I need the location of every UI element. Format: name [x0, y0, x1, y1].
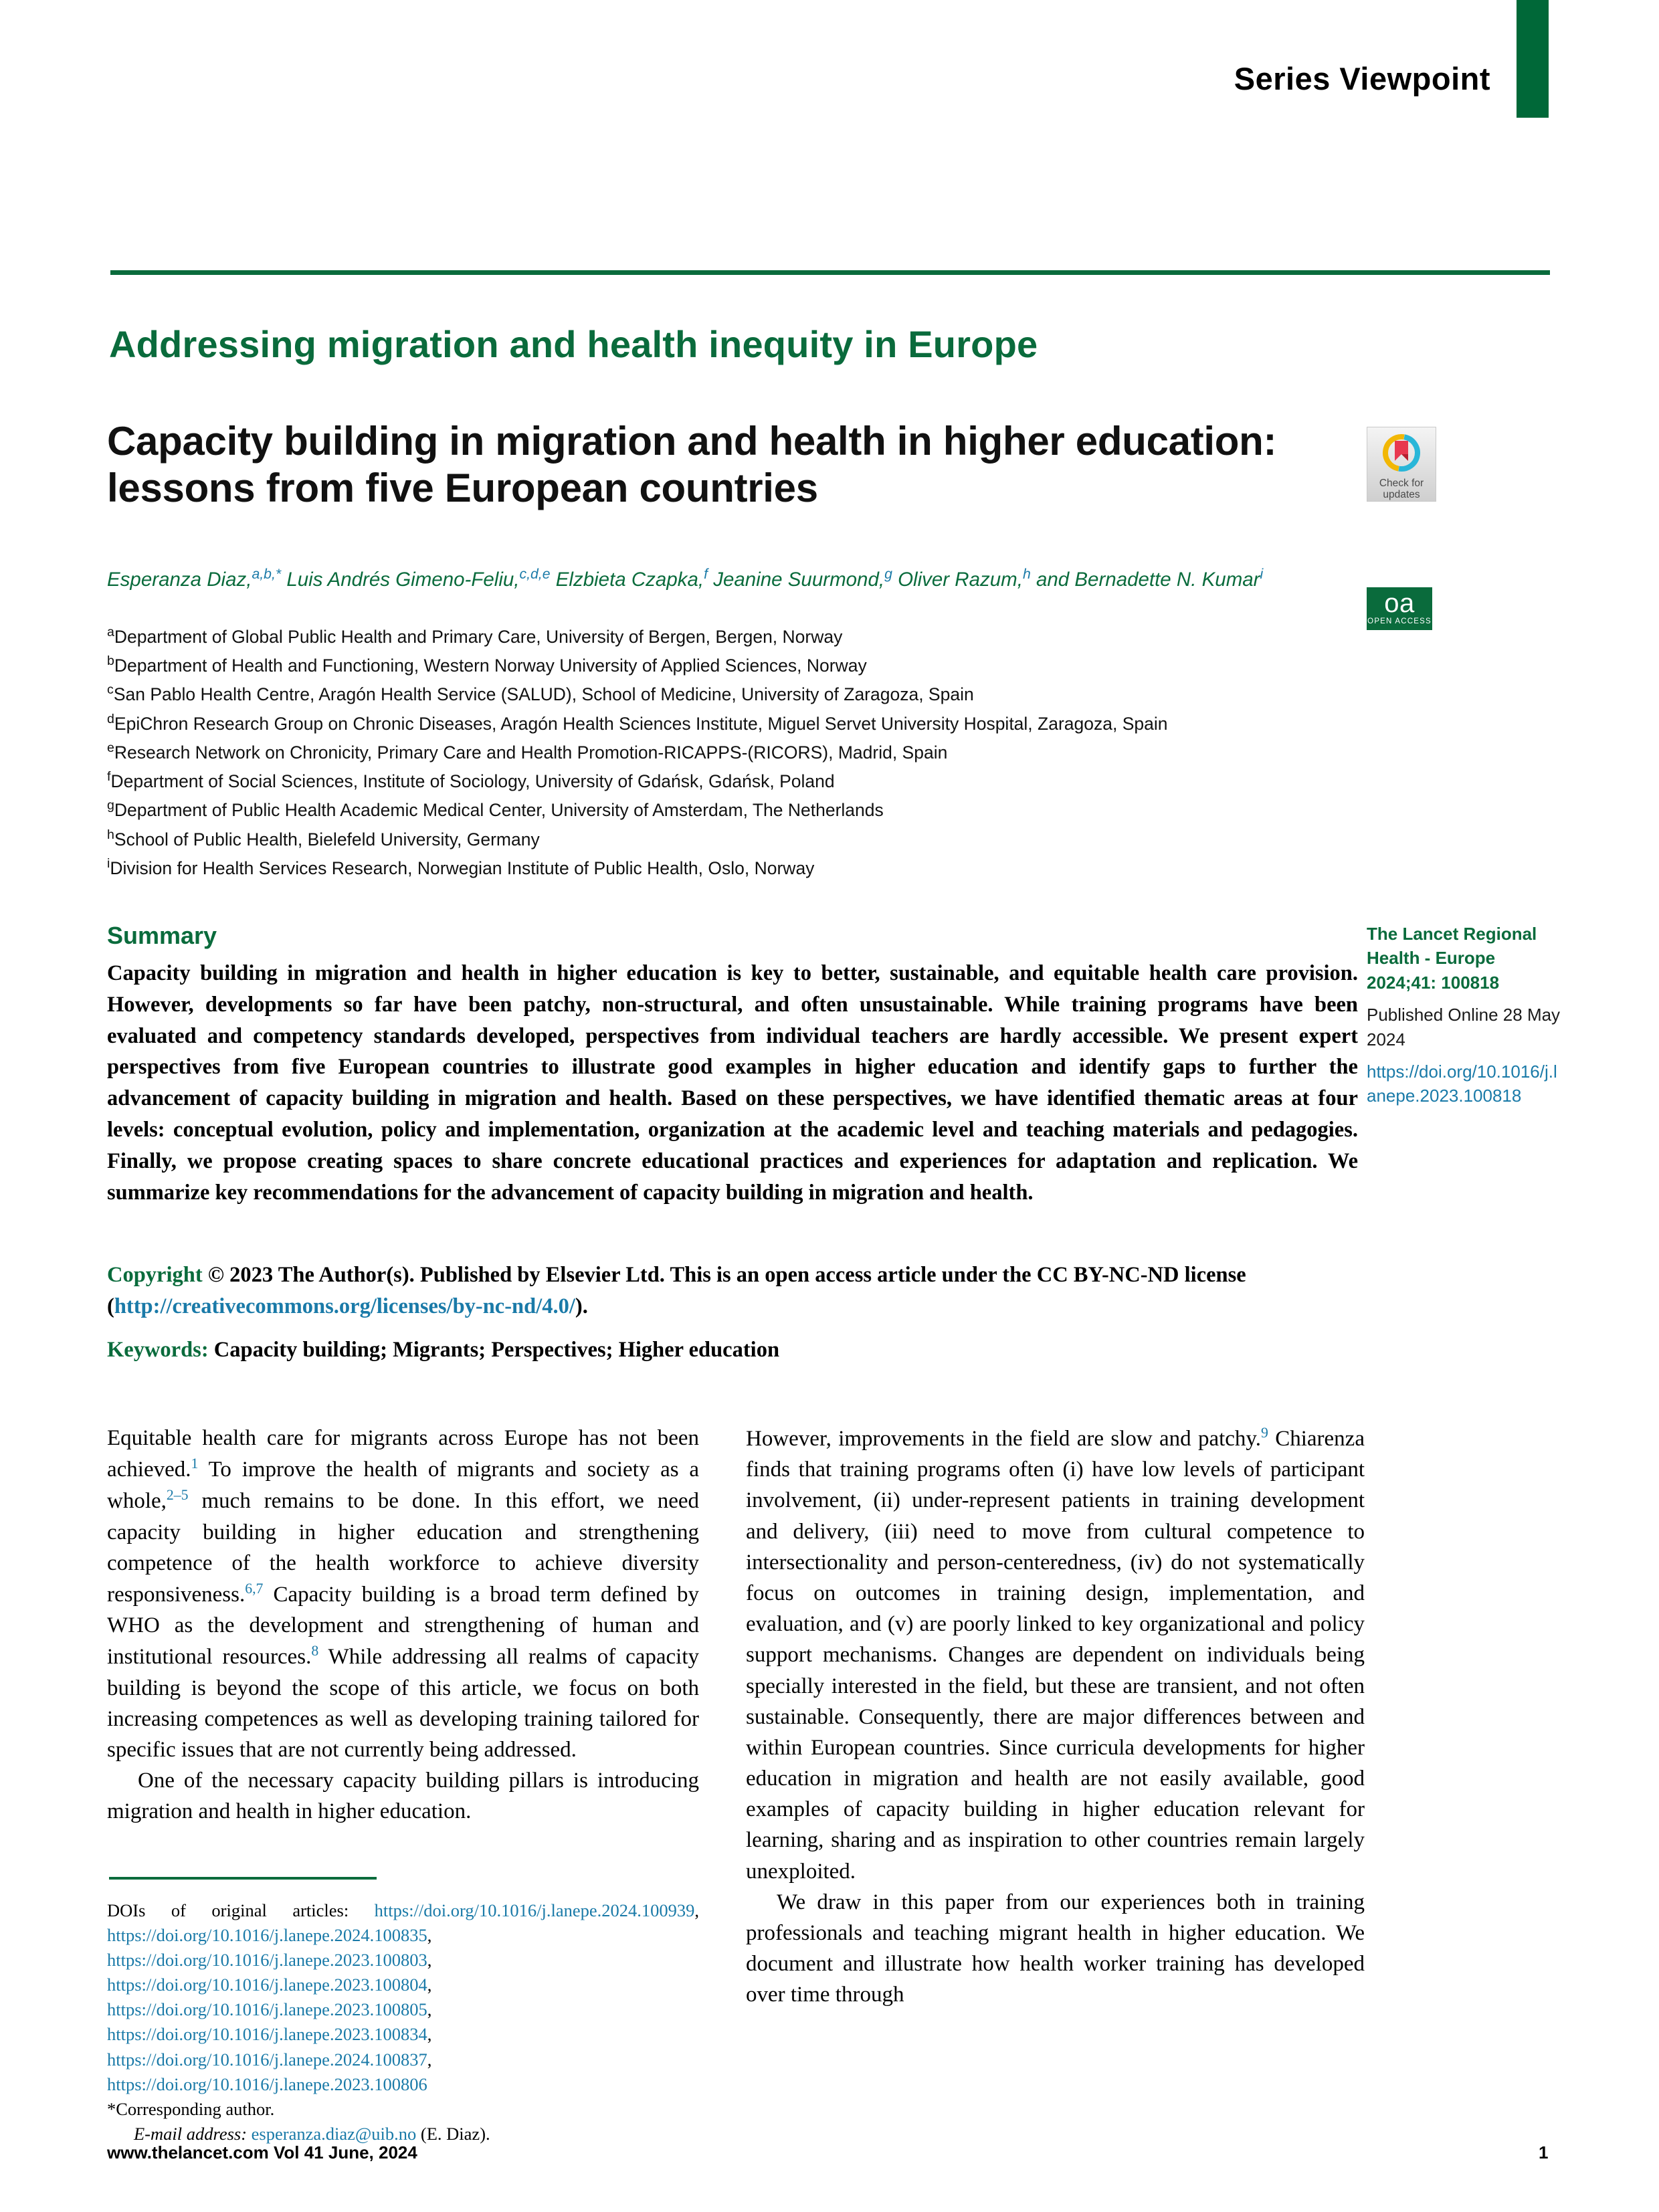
copyright-text-tail: ). — [575, 1294, 588, 1318]
footnote-block — [107, 1898, 699, 2146]
open-access-badge — [1367, 587, 1432, 630]
crossmark-icon — [1367, 432, 1436, 477]
body-column-right — [746, 1423, 1365, 2011]
journal-reference-block — [1367, 922, 1561, 1108]
corresponding-author-note: *Corresponding author. — [107, 2098, 275, 2119]
affiliation-text: School of Public Health, Bielefeld University, Germany — [114, 829, 540, 849]
author-name: Oliver Razum, — [898, 568, 1023, 591]
citation-ref[interactable]: 1 — [191, 1455, 199, 1472]
keywords-line — [107, 1338, 1358, 1363]
published-online-date: Published Online 28 May 2024 — [1367, 1005, 1561, 1049]
citation-ref[interactable]: 6,7 — [245, 1580, 264, 1597]
oa-full-label: OPEN ACCESS — [1367, 617, 1432, 625]
affiliation-mark: h — [107, 827, 114, 842]
affiliation-mark: i — [107, 856, 110, 871]
original-article-doi-link[interactable]: https://doi.org/10.1016/j.lanepe.2024.100837 — [107, 2049, 427, 2070]
summary-heading: Summary — [107, 922, 217, 949]
check-for-updates-badge[interactable] — [1367, 427, 1436, 502]
series-type-label: Series Viewpoint — [1234, 61, 1490, 96]
body-column-left — [107, 1423, 699, 1827]
dois-of-original-articles: DOIs of original articles: https://doi.org/10.1016/j.lanepe.2024.100939, https://doi.org/10.1016/j.lanepe.2024.100835, https://doi.org/10.1016/j.lanepe.2023.100803, https://doi.org/10.1016/j.lanepe.2023.100804, https://doi.org/10.1016/j.lanepe.2023.100805, https://doi.org/10.1016/j.lanepe.2023.100834, https://doi.org/10.1016/j.lanepe.2024.100837, https://doi.org/10.1016/j.lanepe.2023.100806 — [107, 1900, 699, 2094]
affiliation-text: Division for Health Services Research, Norwegian Institute of Public Health, Oslo, Norway — [110, 858, 815, 878]
article-title: Capacity building in migration and health in higher education: lessons from five European countries — [107, 419, 1277, 510]
series-title: Addressing migration and health inequity in Europe — [109, 323, 1038, 365]
author-name: Luis Andrés Gimeno-Feliu, — [286, 568, 520, 591]
original-article-doi-link[interactable]: https://doi.org/10.1016/j.lanepe.2023.100803 — [107, 1950, 427, 1971]
affiliation-item — [107, 767, 1391, 795]
affiliation-text: Research Network on Chronicity, Primary Care and Health Promotion-RICAPPS-(RICORS), Madrid, Spain — [114, 742, 948, 763]
affiliation-mark: b — [107, 653, 114, 669]
affiliation-item — [107, 680, 1391, 708]
author-affiliation-mark: i — [1260, 566, 1264, 582]
affiliation-text: Department of Public Health Academic Medical Center, University of Amsterdam, The Netherlands — [114, 800, 884, 821]
author-name: Esperanza Diaz, — [107, 568, 252, 591]
author-name: Jeanine Suurmond, — [713, 568, 885, 591]
author-affiliation-mark: g — [884, 566, 892, 582]
body-paragraph: We draw in this paper from our experiences both in training professionals and teaching migrant health in higher education. We document and illustrate how health worker training has developed over time through — [746, 1890, 1365, 2007]
author-affiliation-mark: a,b,* — [252, 566, 282, 582]
affiliation-mark: c — [107, 682, 114, 698]
original-article-doi-link[interactable]: https://doi.org/10.1016/j.lanepe.2024.100835 — [107, 1925, 427, 1946]
original-article-doi-link[interactable]: https://doi.org/10.1016/j.lanepe.2023.100834 — [107, 2024, 427, 2045]
citation-ref[interactable]: 8 — [311, 1643, 319, 1660]
copyright-text: © 2023 The Author(s). Published by Elsevier Ltd. This is an open access article under the CC BY-NC-ND license ( — [107, 1263, 1246, 1318]
original-article-doi-link[interactable]: https://doi.org/10.1016/j.lanepe.2023.100806 — [107, 2074, 427, 2094]
body-paragraph: One of the necessary capacity building pillars is introducing migration and health in higher education. — [107, 1769, 699, 1824]
affiliation-mark: g — [107, 798, 114, 813]
affiliation-item — [107, 825, 1391, 853]
author-name: and Bernadette N. Kumar — [1036, 568, 1260, 591]
email-owner: (E. Diaz). — [416, 2123, 490, 2144]
keywords-label: Keywords: — [107, 1338, 209, 1362]
oa-abbrev: oa — [1384, 589, 1415, 618]
affiliation-item — [107, 853, 1391, 882]
check-updates-line1: Check for — [1379, 478, 1424, 489]
corresponding-email-link[interactable]: esperanza.diaz@uib.no — [251, 2123, 417, 2144]
affiliation-text: EpiChron Research Group on Chronic Diseases, Aragón Health Sciences Institute, Miguel Servet University Hospital, Zaragoza, Spain — [114, 713, 1168, 734]
affiliation-mark: d — [107, 711, 114, 726]
keywords-value: Capacity building; Migrants; Perspectives; Higher education — [213, 1338, 780, 1362]
original-article-doi-link[interactable]: https://doi.org/10.1016/j.lanepe.2023.100805 — [107, 1999, 427, 2020]
author-name: Elzbieta Czapka, — [555, 568, 704, 591]
license-link[interactable]: http://creativecommons.org/licenses/by-nc-nd/4.0/ — [114, 1294, 575, 1318]
affiliation-text: Department of Health and Functioning, Western Norway University of Applied Sciences, Norway — [114, 656, 867, 676]
summary-body: Capacity building in migration and health in higher education is key to better, sustainable, and equitable health care provision. However, developments so far have been patchy, non-structural, and often unsustainable. While training programs have been evaluated and competency standards developed, perspectives from individual teachers are hardly accessible. We present expert perspectives from five European countries to illustrate good examples in higher education and identify gaps to further the advancement of capacity building in migration and health. Based on these perspectives, we have identified thematic areas at four levels: conceptual evolution, policy and implementation, organization at the academic level and teaching materials and pedagogies. Finally, we propose creating spaces to share concrete educational practices and experiences for adaptation and replication. We summarize key recommendations for the advancement of capacity building in migration and health. — [107, 961, 1358, 1205]
affiliation-item — [107, 709, 1391, 738]
affiliation-item — [107, 622, 1391, 651]
original-article-doi-link[interactable]: https://doi.org/10.1016/j.lanepe.2024.100939 — [374, 1900, 695, 1920]
footer-page-number: 1 — [1539, 2142, 1549, 2163]
citation-ref[interactable]: 9 — [1261, 1425, 1268, 1441]
affiliation-text: Department of Social Sciences, Institute of Sociology, University of Gdańsk, Gdańsk, Poland — [110, 771, 835, 791]
affiliation-mark: e — [107, 740, 114, 755]
header-divider-rule — [110, 270, 1550, 275]
citation-ref[interactable]: 2–5 — [166, 1487, 189, 1504]
affiliation-text: Department of Global Public Health and Primary Care, University of Bergen, Bergen, Norway — [114, 626, 843, 647]
header-accent-bar — [1517, 0, 1549, 118]
affiliation-list — [107, 622, 1391, 882]
copyright-label: Copyright — [107, 1263, 208, 1287]
affiliation-mark: f — [107, 769, 111, 785]
email-label: E-mail address: — [134, 2123, 252, 2144]
author-affiliation-mark: c,d,e — [519, 566, 551, 582]
copyright-statement — [107, 1260, 1358, 1322]
article-doi-link[interactable]: https://doi.org/10.1016/j.lanepe.2023.100818 — [1367, 1061, 1557, 1106]
author-affiliation-mark: h — [1022, 566, 1031, 582]
footer-source-line: www.thelancet.com Vol 41 June, 2024 — [107, 2142, 417, 2163]
body-paragraph: Equitable health care for migrants across Europe has not been achieved.$^1$ To improve the health of migrants and society as a whole,$^{2-5}$ much remains to be done. In this effort, we need capacity building in higher education and strengthening competence of the health workforce to achieve diversity responsiveness.$^{6,7}$ Capacity building is a broad term defined by WHO as the development and strengthening of human and institutional resources.$^8$ While addressing all realms of capacity building is beyond the scope of this article, we focus on both increasing competences as well as developing training tailored for specific issues that are not currently being addressed. — [107, 1426, 699, 1762]
author-list — [107, 565, 1378, 593]
author-affiliation-mark: f — [704, 566, 708, 582]
footnote-divider-rule — [109, 1877, 377, 1880]
affiliation-item — [107, 795, 1391, 824]
dois-label: DOIs of original articles: — [107, 1900, 375, 1920]
journal-citation: The Lancet Regional Health - Europe 2024;41: 100818 — [1367, 924, 1537, 993]
original-article-doi-link[interactable]: https://doi.org/10.1016/j.lanepe.2023.100804 — [107, 1975, 427, 1995]
affiliation-text: San Pablo Health Centre, Aragón Health Service (SALUD), School of Medicine, University of Zaragoza, Spain — [113, 684, 974, 705]
affiliation-item — [107, 738, 1391, 767]
body-paragraph: However, improvements in the field are slow and patchy.$^9$ Chiarenza finds that training programs often (i) have low levels of participant involvement, (ii) under-represent patients in training development and delivery, (iii) need to move from cultural competence to intersectionality and person-centeredness, (iv) do not systematically focus on outcomes in training design, implementation, and evaluation, and (v) are poorly linked to key organizational and policy support mechanisms. Changes are dependent on individuals being specially interested in the field, but these are transient, and not often sustainable. Consequently, there are major differences between and within European countries. Since curricula developments for higher education in migration and health are not easily available, good examples of capacity building in higher education relevant for learning, sharing and as inspiration to other countries remain largely unexploited. — [746, 1425, 1365, 1884]
check-updates-line2: updates — [1383, 488, 1420, 500]
affiliation-mark: a — [107, 625, 114, 639]
affiliation-item — [107, 651, 1391, 680]
